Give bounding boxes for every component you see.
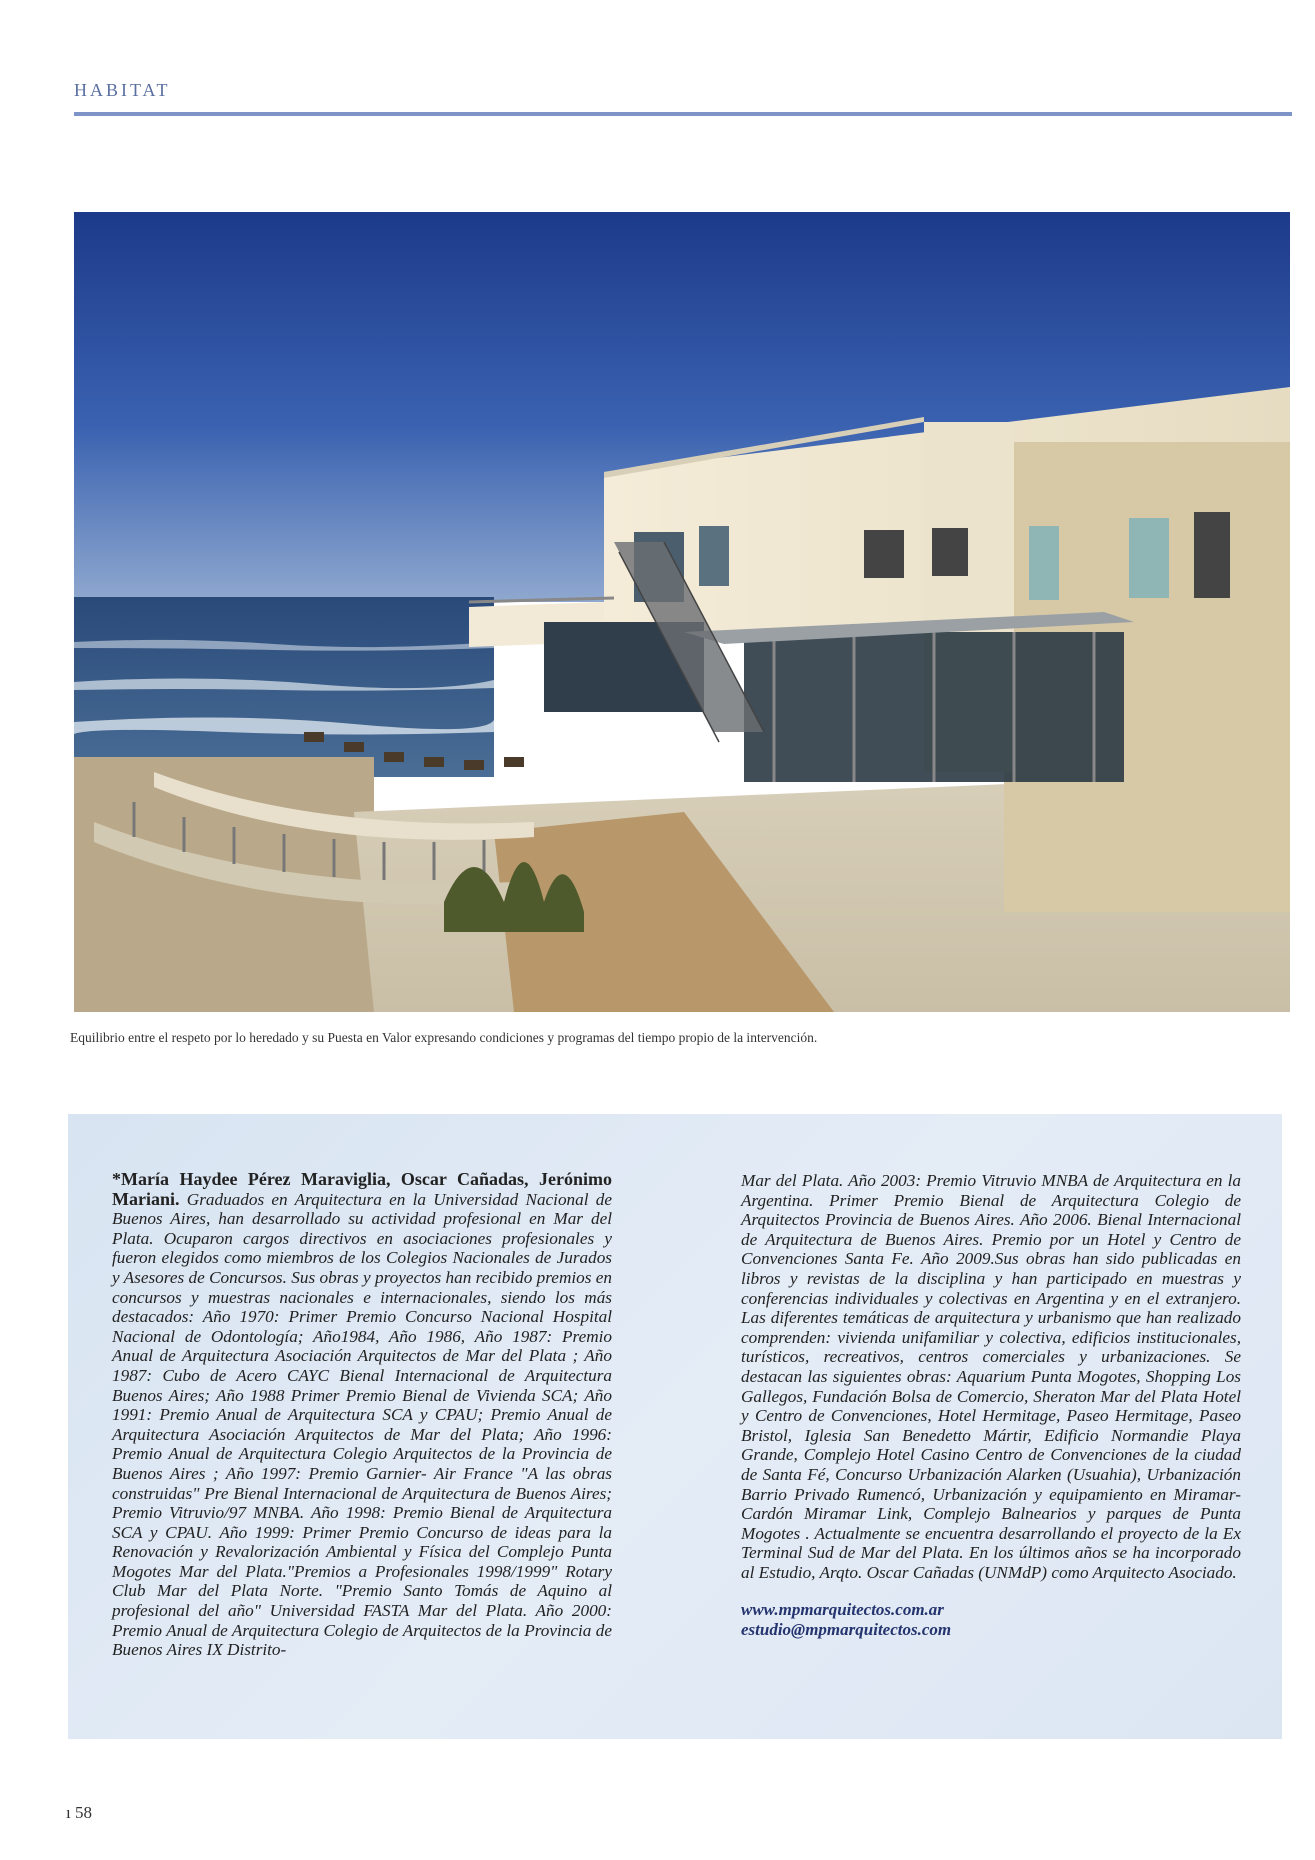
page-number: ı 58 <box>66 1803 92 1822</box>
section-label: HABITAT <box>74 80 171 100</box>
bio-column-left <box>112 1170 612 1660</box>
photo-caption: Equilibrio entre el respeto por lo heredado y su Puesta en Valor expresando condiciones y programas del tiempo propio de la intervención. <box>70 1030 818 1045</box>
bio-text-right: Mar del Plata. Año 2003: Premio Vitruvio MNBA de Arquitectura en la Argentina. Primer Premio Bienal de Arquitectura Colegio de Arquitectos Provincia de Buenos Aires. Año 2006. Bienal Internacional de Arquitectura de Buenos Aires. Premio por un Hotel y Centro de Convenciones Santa Fe. Año 2009.Sus obras han sido publicadas en libros y revistas de la disciplina y han participado en muestras y conferencias individuales y colectivas en Argentina y en el extranjero. Las diferentes temáticas de arquitectura y urbanismo que han realizado comprenden: vivienda unifamiliar y colectiva, edificios institucionales, turísticos, recreativos, centros comerciales y urbanizaciones. Se destacan las siguientes obras: Aquarium Punta Mogotes, Shopping Los Gallegos, Fundación Bolsa de Comercio, Sheraton Mar del Plata Hotel y Centro de Convenciones, Hotel Hermitage, Paseo Hermitage, Paseo Bristol, Iglesia San Benedetto Mártir, Edificio Normandie Playa Grande, Complejo Hotel Casino Centro de Convenciones de la ciudad de Santa Fé, Concurso Urbanización Alarken (Usuahia), Urbanización Barrio Privado Rumencó, Urbanización y equipamiento en Miramar-Cardón Miramar Link, Complejo Balnearios y parques de Punta Mogotes . Actualmente se encuentra desarrollando el proyecto de la Ex Terminal Sud de Mar del Plata. En los últimos años se ha incorporado al Estudio, Arqto. Oscar Cañadas (UNMdP) como Arquitecto Asociado. <box>741 1171 1241 1582</box>
page-number-value: 58 <box>74 1803 92 1822</box>
authors-bio-panel <box>68 1114 1282 1739</box>
email-link[interactable]: estudio@mpmarquitectos.com <box>741 1620 952 1640</box>
building-photo <box>74 212 1290 1012</box>
website-link[interactable]: www.mpmarquitectos.com.ar <box>741 1600 944 1620</box>
section-rule <box>74 112 1292 116</box>
bio-column-right <box>741 1171 1241 1640</box>
bio-text-left: Graduados en Arquitectura en la Universidad Nacional de Buenos Aires, han desarrollado su actividad profesional en Mar del Plata. Ocuparon cargos directivos en asociaciones profesionales y fueron elegidos como miembros de los Colegios Nacionales de Jurados y Asesores de Concursos. Sus obras y proyectos han recibido premios en concursos y muestras nacionales e internacionales, siendo los más destacados: Año 1970: Primer Premio Concurso Nacional Hospital Nacional de Odontología; Año1984, Año 1986, Año 1987: Premio Anual de Arquitectura Asociación Arquitectos de Mar del Plata ; Año 1987: Cubo de Acero CAYC Bienal Internacional de Arquitectura Buenos Aires; Año 1988 Primer Premio Bienal de Vivienda SCA; Año 1991: Premio Anual de Arquitectura SCA y CPAU; Premio Anual de Arquitectura Asociación Arquitectos de Mar del Plata; Año 1996: Premio Anual de Arquitectura Colegio Arquitectos de la Provincia de Buenos Aires ; Año 1997: Premio Garnier- Air France "A las obras construidas" Pre Bienal Internacional de Arquitectura de Buenos Aires; Premio Vitruvio/97 MNBA. Año 1998: Premio Bienal de Arquitectura SCA y CPAU. Año 1999: Primer Premio Concurso de ideas para la Renovación y Revalorización Ambiental y Física del Complejo Punta Mogotes Mar del Plata."Premios a Profesionales 1998/1999" Rotary Club Mar del Plata Norte. "Premio Santo Tomás de Aquino al profesional del año" Universidad FASTA Mar del Plata. Año 2000: Premio Anual de Arquitectura Colegio de Arquitectos de la Provincia de Buenos Aires IX Distrito- <box>112 1189 612 1660</box>
building-photo-illustration <box>74 212 1290 1012</box>
authors-names: *María Haydee Pérez Maraviglia, Oscar Cañadas, Jerónimo Mariani. <box>112 1169 612 1209</box>
contact-links <box>741 1600 1241 1640</box>
